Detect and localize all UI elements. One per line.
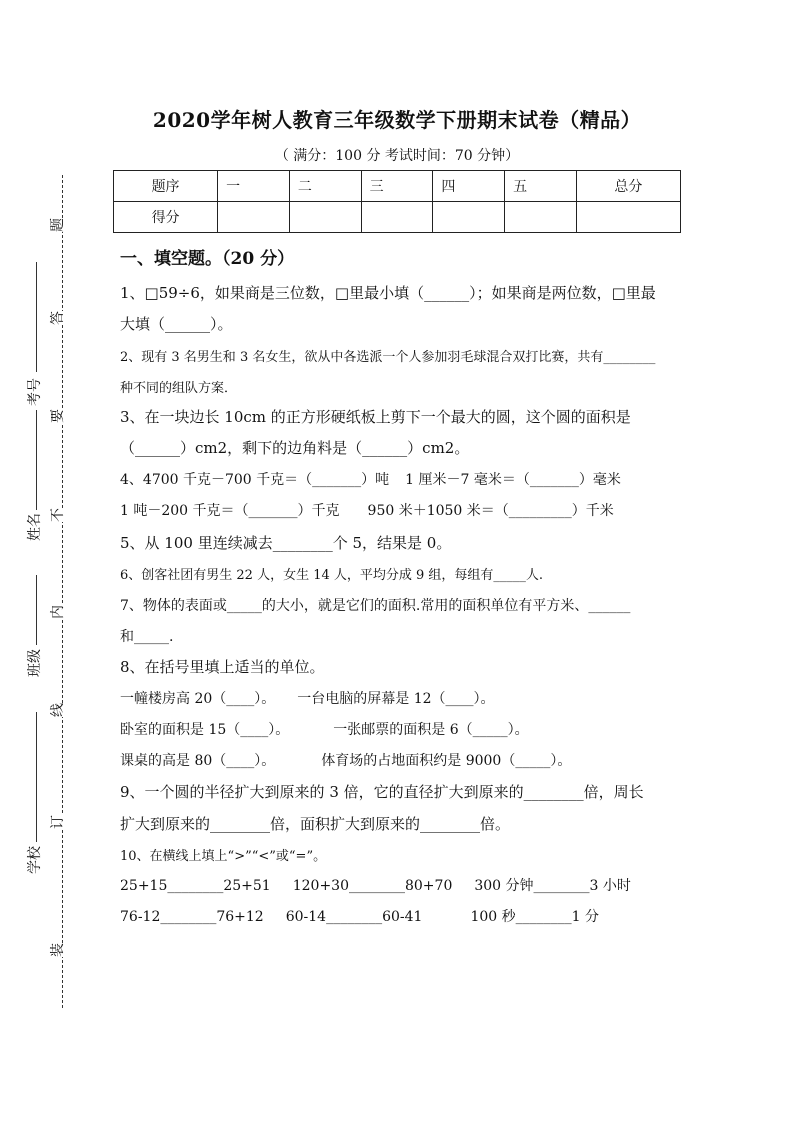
school-label: 学校 — [27, 846, 43, 874]
score-cell[interactable] — [361, 202, 433, 233]
question-8-row3 — [120, 750, 571, 770]
class-field[interactable] — [36, 575, 37, 645]
question-10-item: 60-14________60-41 — [285, 909, 423, 925]
question-8-item: 一台电脑的屏幕是 12（____）。 — [297, 691, 495, 707]
question-5: 5、从 100 里连续减去________个 5，结果是 0。 — [120, 534, 452, 552]
question-7-line2: 和_____. — [120, 629, 174, 645]
score-table-score-row — [114, 202, 681, 233]
question-8-item: 一张邮票的面积是 6（_____）。 — [333, 722, 529, 738]
binding-char: 答 — [47, 311, 67, 325]
question-9-line2: 扩大到原来的________倍，面积扩大到原来的________倍。 — [120, 815, 511, 833]
score-table-header-row — [114, 171, 681, 202]
score-cell[interactable] — [433, 202, 505, 233]
question-2-line1: 2、现有 3 名男生和 3 名女生，欲从中各选派一个人参加羽毛球混合双打比赛，共有________ — [120, 350, 656, 365]
question-3-line2: （______）cm2，剩下的边角料是（______）cm2。 — [120, 439, 470, 457]
question-10-row1 — [120, 875, 631, 895]
question-4-item: 1 吨－200 千克＝（_______）千克 — [120, 503, 340, 519]
question-4-item: 4、4700 千克－700 千克＝（_______）吨 — [120, 472, 390, 488]
question-4-row1 — [120, 469, 621, 489]
score-cell[interactable] — [218, 202, 290, 233]
binding-dashed-line — [62, 175, 63, 1008]
score-table — [113, 170, 681, 233]
page-title: 2020学年树人教育三年级数学下册期末试卷（精品） — [152, 108, 642, 132]
question-1-line1: 1、□59÷6，如果商是三位数，□里最小填（______）；如果商是两位数，□里最 — [120, 284, 656, 302]
binding-char: 内 — [47, 605, 67, 619]
question-10-row2 — [120, 906, 599, 926]
question-7-line1: 7、物体的表面或_____的大小，就是它们的面积.常用的面积单位有平方米、______ — [120, 598, 631, 614]
question-10-item: 300 分钟________3 小时 — [474, 878, 631, 894]
score-cell[interactable] — [289, 202, 361, 233]
name-field[interactable] — [36, 410, 37, 510]
school-field[interactable] — [36, 712, 37, 842]
name-label: 姓名 — [27, 513, 43, 541]
question-10-item: 25+15________25+51 — [120, 878, 271, 894]
question-4-item: 950 米＋1050 米＝（_________）千米 — [367, 503, 614, 519]
header-cell: 总分 — [576, 171, 680, 202]
student-id-label: 考号 — [27, 378, 43, 406]
question-10-item: 76-12________76+12 — [120, 909, 264, 925]
question-8-line1: 8、在括号里填上适当的单位。 — [120, 658, 325, 676]
question-8-item: 体育场的占地面积约是 9000（_____）。 — [321, 753, 572, 769]
binding-char: 线 — [47, 703, 67, 717]
class-label: 班级 — [27, 649, 43, 677]
question-10-line1: 10、在横线上填上“>”“<”或“=”。 — [120, 849, 327, 864]
binding-char: 不 — [47, 508, 67, 522]
question-4-item: 1 厘米－7 毫米＝（_______）毫米 — [405, 472, 621, 488]
binding-char: 题 — [47, 218, 67, 232]
question-1-line2: 大填（______）。 — [120, 315, 233, 333]
student-id-field[interactable] — [36, 262, 37, 372]
question-8-row1 — [120, 688, 495, 708]
row-label: 得分 — [114, 202, 218, 233]
question-2-line2: 种不同的组队方案． — [120, 381, 238, 396]
header-cell: 三 — [361, 171, 433, 202]
header-cell: 二 — [289, 171, 361, 202]
header-cell: 题序 — [114, 171, 218, 202]
question-8-item: 卧室的面积是 15（____）。 — [120, 722, 290, 738]
header-cell: 五 — [505, 171, 577, 202]
section-heading: 一、填空题。（20 分） — [120, 249, 295, 269]
question-8-item: 一幢楼房高 20（____）。 — [120, 691, 276, 707]
question-8-row2 — [120, 719, 529, 739]
question-8-item: 课桌的高是 80（____）。 — [120, 753, 276, 769]
header-cell: 一 — [218, 171, 290, 202]
binding-char: 订 — [47, 815, 67, 829]
question-10-item: 100 秒________1 分 — [470, 909, 599, 925]
binding-char: 装 — [47, 943, 67, 957]
exam-info: （ 满分：100 分 考试时间：70 分钟） — [274, 148, 520, 164]
question-3-line1: 3、在一块边长 10cm 的正方形硬纸板上剪下一个最大的圆，这个圆的面积是 — [120, 408, 631, 426]
score-cell[interactable] — [505, 202, 577, 233]
question-9-line1: 9、一个圆的半径扩大到原来的 3 倍，它的直径扩大到原来的________倍，周长 — [120, 783, 644, 801]
question-6: 6、创客社团有男生 22 人，女生 14 人，平均分成 9 组，每组有_____人. — [120, 568, 544, 583]
question-10-item: 120+30________80+70 — [292, 878, 453, 894]
binding-char: 要 — [47, 409, 67, 423]
question-4-row2 — [120, 500, 614, 520]
score-cell[interactable] — [576, 202, 680, 233]
header-cell: 四 — [433, 171, 505, 202]
